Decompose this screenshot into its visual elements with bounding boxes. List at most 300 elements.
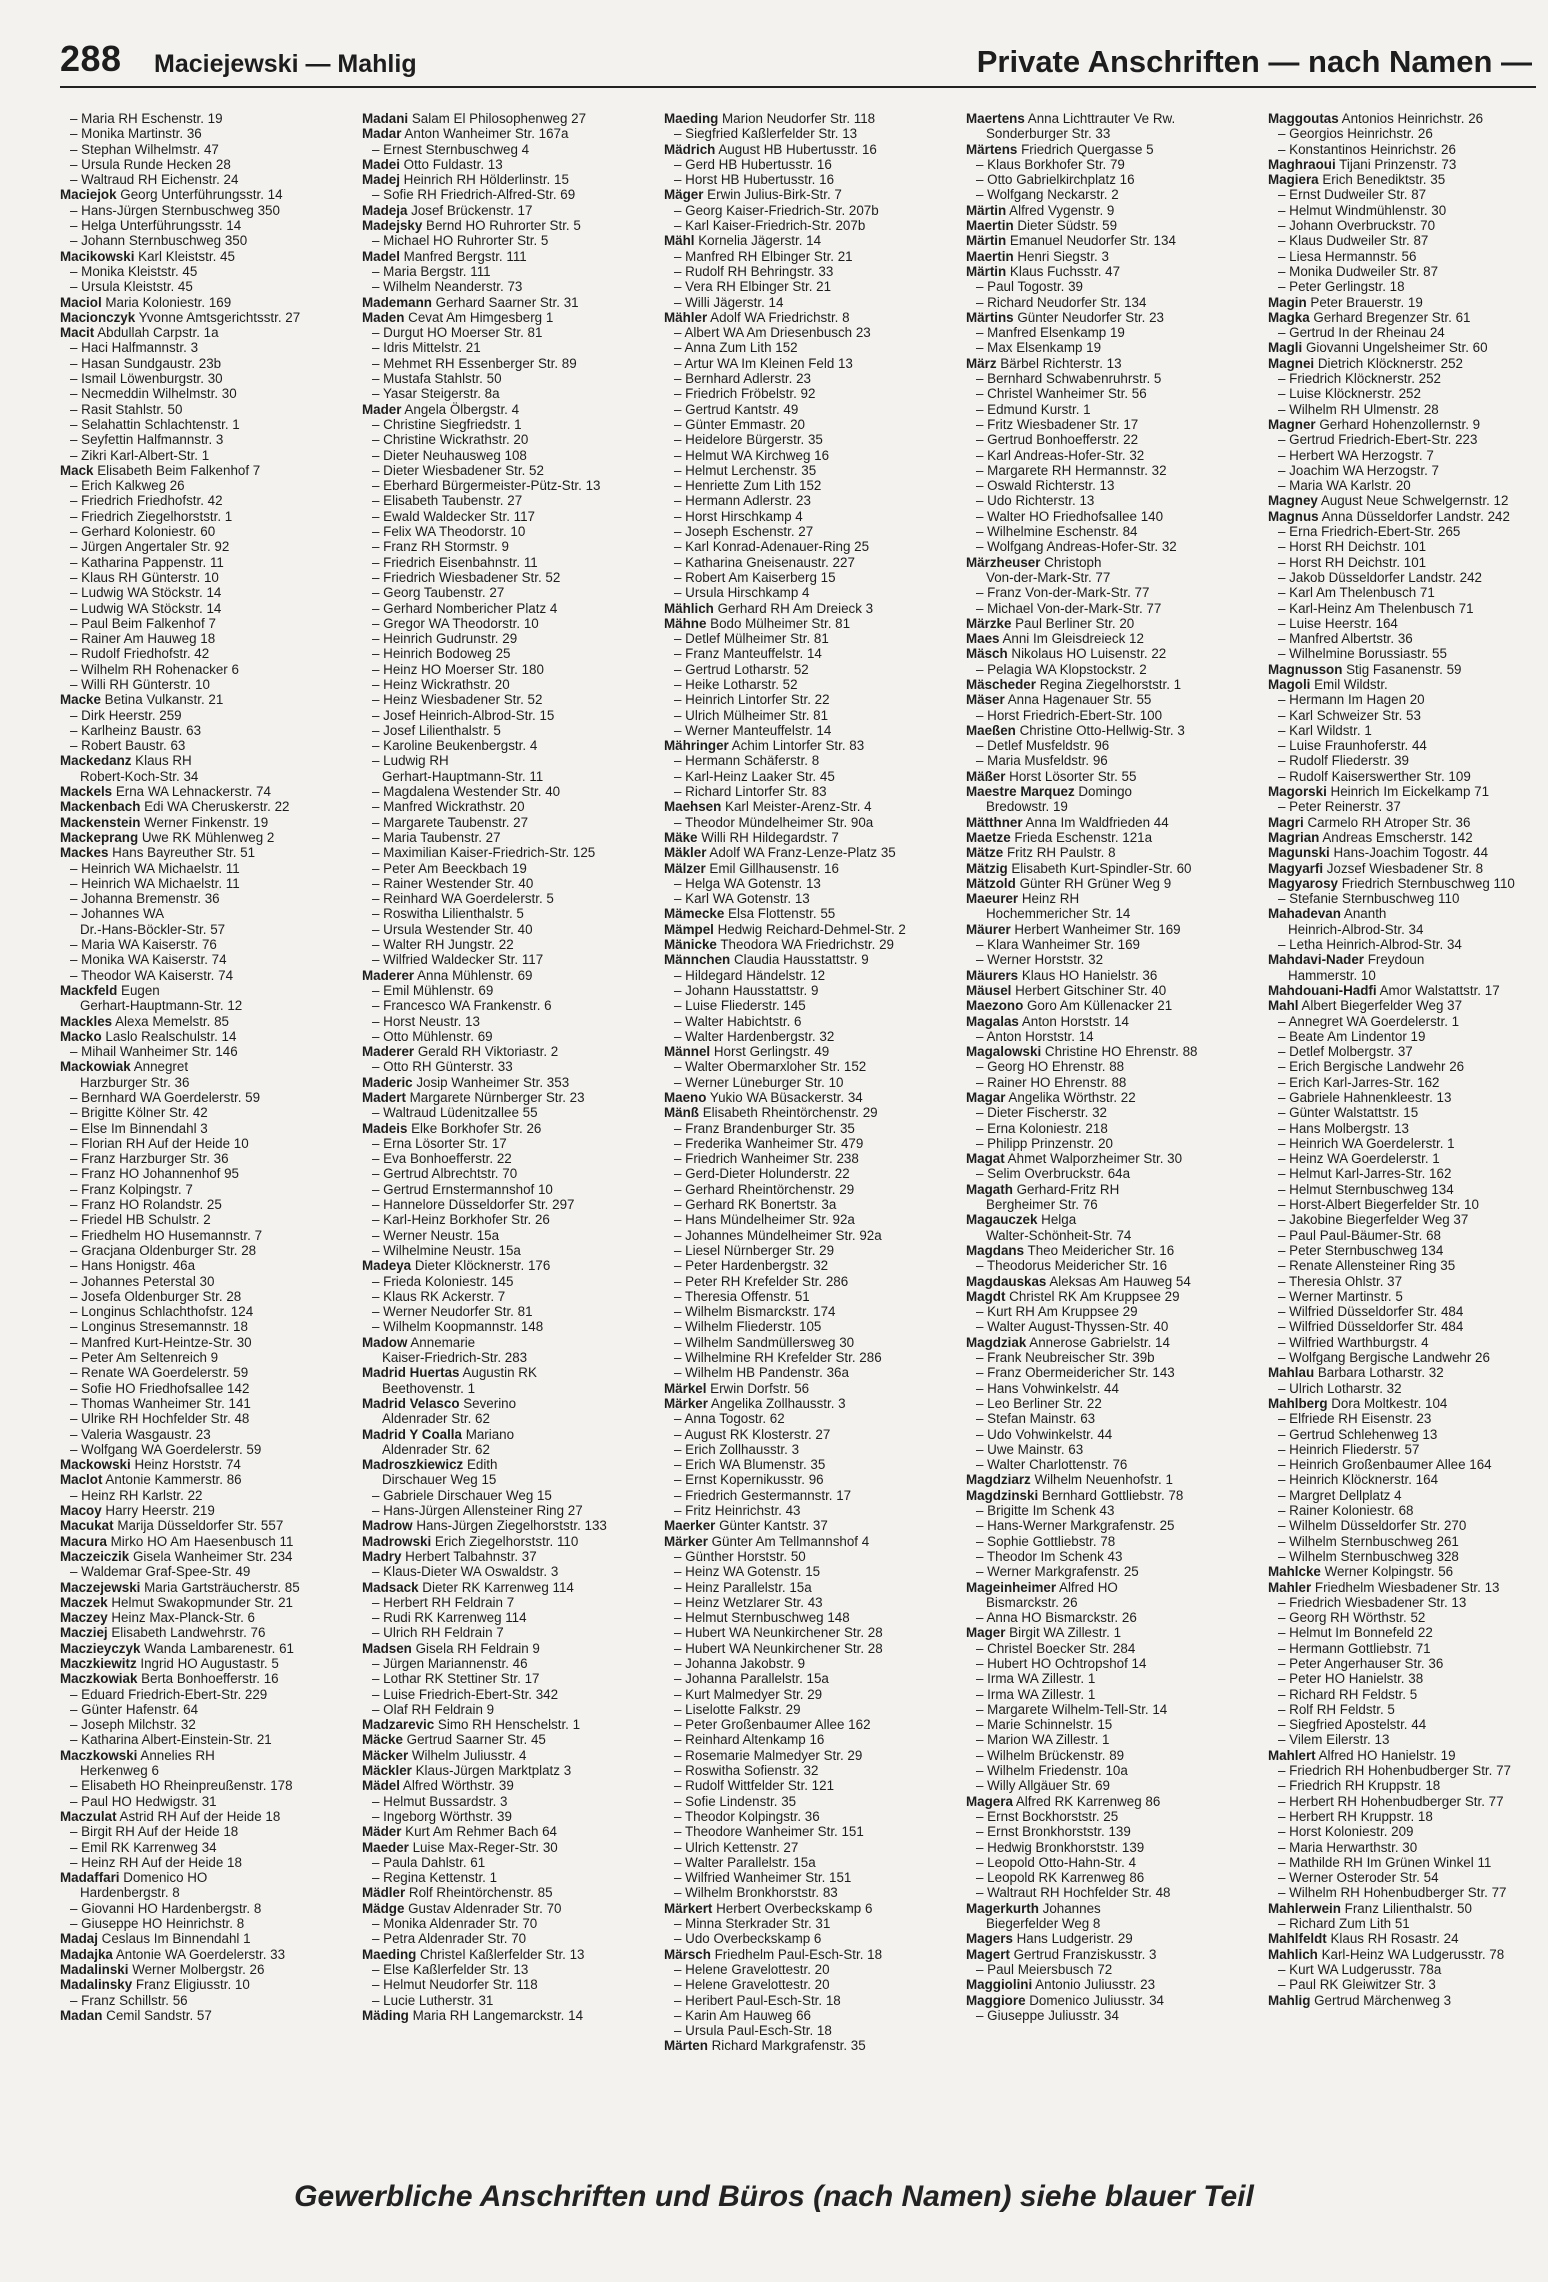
directory-entry: – Heinz Parallelstr. 15a xyxy=(664,1580,956,1595)
surname: Magat xyxy=(966,1151,1005,1167)
directory-entry: – Fritz Wiesbadener Str. 17 xyxy=(966,417,1258,432)
directory-entry: – Dirk Heerstr. 259 xyxy=(60,708,352,723)
directory-entry: – Oswald Richterstr. 13 xyxy=(966,478,1258,493)
directory-entry: Mackenstein Werner Finkenstr. 19 xyxy=(60,814,269,830)
directory-entry: Magdauskas Aleksas Am Hauweg 54 xyxy=(966,1273,1191,1289)
directory-entry: – Ernst Kopernikusstr. 96 xyxy=(664,1472,956,1487)
directory-entry: – Heinz RH Karlstr. 22 xyxy=(60,1488,352,1503)
directory-entry: – Walter Parallelstr. 15a xyxy=(664,1855,956,1870)
directory-entry: – Mathilde RH Im Grünen Winkel 11 xyxy=(1268,1855,1548,1870)
directory-entry: – Ismail Löwenburgstr. 30 xyxy=(60,371,352,386)
directory-entry: – Werner Neudorfer Str. 81 xyxy=(362,1304,654,1319)
directory-entry: – Gertrud In der Rheinau 24 xyxy=(1268,325,1548,340)
directory-entry: – Gertrud Kantstr. 49 xyxy=(664,402,956,417)
surname: Mäser xyxy=(966,692,1005,708)
directory-entry: – Vilem Eilerstr. 13 xyxy=(1268,1732,1548,1747)
directory-entry: – Friedrich Eisenbahnstr. 11 xyxy=(362,555,654,570)
directory-entry: – Helmut Neudorfer Str. 118 xyxy=(362,1977,654,1992)
directory-entry: – Else Im Binnendahl 3 xyxy=(60,1121,352,1136)
directory-entry: – Richard Neudorfer Str. 134 xyxy=(966,295,1258,310)
directory-entry: – Wilhelm Sternbuschweg 328 xyxy=(1268,1549,1548,1564)
directory-entry: – Waltraut RH Hochfelder Str. 48 xyxy=(966,1885,1258,1900)
directory-entry: Maderic Josip Wanheimer Str. 353 xyxy=(362,1074,570,1090)
directory-entry: Mäscheder Regina Ziegelhorststr. 1 xyxy=(966,676,1182,692)
directory-entry: – Elisabeth Taubenstr. 27 xyxy=(362,493,654,508)
directory-entry: Maeno Yukio WA Büsackerstr. 34 xyxy=(664,1090,863,1105)
directory-entry: – Gertrud Friedrich-Ebert-Str. 223 xyxy=(1268,432,1548,447)
surname: Maertens xyxy=(966,111,1025,126)
directory-entry: – Anna Togostr. 62 xyxy=(664,1411,956,1426)
directory-entry: Mademann Gerhard Saarner Str. 31 xyxy=(362,294,579,310)
surname: Maderic xyxy=(362,1074,413,1090)
directory-entry: – Margarete Wilhelm-Tell-Str. 14 xyxy=(966,1702,1258,1717)
directory-entry: Macit Abdullah Carpstr. 1a xyxy=(60,325,219,341)
surname: Mäkler xyxy=(664,845,707,861)
directory-entry: – Karlheinz Baustr. 63 xyxy=(60,723,352,738)
surname: Maeurer xyxy=(966,891,1019,907)
surname: Madert xyxy=(362,1090,406,1105)
directory-entry: – Karl-Heinz Borkhofer Str. 26 xyxy=(362,1212,654,1227)
directory-entry: Mäding Maria RH Langemarckstr. 14 xyxy=(362,2007,584,2023)
surname: Mahler xyxy=(1268,1579,1312,1595)
directory-entry: Mackes Hans Bayreuther Str. 51 xyxy=(60,845,256,861)
directory-entry: Madani Salam El Philosophenweg 27 xyxy=(362,111,587,126)
directory-entry: – Helmut WA Kirchweg 16 xyxy=(664,448,956,463)
directory-entry: – Zikri Karl-Albert-Str. 1 xyxy=(60,448,352,463)
directory-entry: Mähne Bodo Mülheimer Str. 81 xyxy=(664,615,851,631)
directory-entry: – Wilhelm Sternbuschweg 261 xyxy=(1268,1534,1548,1549)
directory-entry: – Renate Allensteiner Ring 35 xyxy=(1268,1258,1548,1273)
surname: Maerker xyxy=(664,1518,716,1534)
directory-entry: – Artur WA Im Kleinen Feld 13 xyxy=(664,356,956,371)
directory-entry: – Valeria Wasgaustr. 23 xyxy=(60,1427,352,1442)
surname: Madei xyxy=(362,156,400,172)
directory-entry: – Paul Paul-Bäumer-Str. 68 xyxy=(1268,1228,1548,1243)
directory-entry: Hammerstr. 10 xyxy=(1288,967,1376,983)
surname: Magerkurth xyxy=(966,1900,1039,1916)
surname: Mahlberg xyxy=(1268,1395,1328,1411)
directory-entry: – Günter Hafenstr. 64 xyxy=(60,1702,352,1717)
directory-entry: – Otto Gabrielkirchplatz 16 xyxy=(966,172,1258,187)
directory-entry: – Walter August-Thyssen-Str. 40 xyxy=(966,1319,1258,1334)
surname: Märker xyxy=(664,1533,708,1549)
surname: Mackowiak xyxy=(60,1059,131,1075)
directory-entry: – Franz Schillstr. 56 xyxy=(60,1993,352,2008)
directory-entry: – Brigitte Kölner Str. 42 xyxy=(60,1105,352,1120)
directory-entry: – Karl Kaiser-Friedrich-Str. 207b xyxy=(664,218,956,233)
directory-entry: – Manfred Kurt-Heintze-Str. 30 xyxy=(60,1335,352,1350)
directory-entry: Märtin Alfred Vygenstr. 9 xyxy=(966,202,1115,218)
directory-entry: – Wilhelm Bismarckstr. 174 xyxy=(664,1304,956,1319)
directory-entry: – Christine Wickrathstr. 20 xyxy=(362,432,654,447)
directory-entry: – Wilhelm Koopmannstr. 148 xyxy=(362,1319,654,1334)
surname: Magalowski xyxy=(966,1044,1042,1060)
directory-entry: Madei Otto Fuldastr. 13 xyxy=(362,156,503,172)
directory-entry: Maczkiewitz Ingrid HO Augustastr. 5 xyxy=(60,1655,279,1671)
directory-entry: – Sofie Lindenstr. 35 xyxy=(664,1794,956,1809)
directory-entry: – Sofie RH Friedrich-Alfred-Str. 69 xyxy=(362,187,654,202)
directory-entry: Gerhart-Hauptmann-Str. 11 xyxy=(382,768,544,784)
surname: Madrow xyxy=(362,1518,413,1534)
directory-entry: – Jakob Düsseldorfer Landstr. 242 xyxy=(1268,570,1548,585)
directory-entry: Märtin Emanuel Neudorfer Str. 134 xyxy=(966,233,1176,249)
directory-entry: – Hubert WA Neunkirchener Str. 28 xyxy=(664,1641,956,1656)
directory-entry: – Annegret WA Goerdelerstr. 1 xyxy=(1268,1014,1548,1029)
directory-entry: – Waltraud Lüdenitzallee 55 xyxy=(362,1105,654,1120)
directory-entry: Magdzinski Bernhard Gottliebstr. 78 xyxy=(966,1487,1184,1503)
surname: Mahdouani-Hadfi xyxy=(1268,982,1377,998)
surname: Magdziarz xyxy=(966,1472,1031,1488)
directory-entry: – Monika Martinstr. 36 xyxy=(60,126,352,141)
directory-entry: – Ludwig RH xyxy=(362,753,654,768)
surname: Mahdavi-Nader xyxy=(1268,952,1364,968)
surname: Maczkowiak xyxy=(60,1671,138,1687)
directory-entry: – Wolfgang Bergische Landwehr 26 xyxy=(1268,1350,1548,1365)
directory-entry: Mahlerwein Franz Lilienthalstr. 50 xyxy=(1268,1900,1472,1916)
directory-entry: Mahler Friedhelm Wiesbadener Str. 13 xyxy=(1268,1579,1500,1595)
directory-entry: – Anna HO Bismarckstr. 26 xyxy=(966,1610,1258,1625)
directory-entry: – Anton Horststr. 14 xyxy=(966,1029,1258,1044)
directory-entry: – Werner Martinstr. 5 xyxy=(1268,1289,1548,1304)
directory-entry: – Ernest Sternbuschweg 4 xyxy=(362,142,654,157)
directory-entry: März Bärbel Richterstr. 13 xyxy=(966,355,1122,371)
directory-entry: – Heinrich Großenbaumer Allee 164 xyxy=(1268,1457,1548,1472)
directory-entry: – Maria RH Eschenstr. 19 xyxy=(60,111,352,126)
surname: Mademann xyxy=(362,294,432,310)
directory-entry: – Heinrich WA Michaelstr. 11 xyxy=(60,861,352,876)
directory-entry: – Monika WA Kaiserstr. 74 xyxy=(60,952,352,967)
directory-entry: Walter-Schönheit-Str. 74 xyxy=(986,1227,1132,1243)
surname: Märkel xyxy=(664,1380,707,1396)
directory-entry: Mäkler Adolf WA Franz-Lenze-Platz 35 xyxy=(664,845,896,861)
directory-entry: – Leopold Otto-Hahn-Str. 4 xyxy=(966,1855,1258,1870)
directory-entry: – Ernst Bronkhorststr. 139 xyxy=(966,1824,1258,1839)
directory-entry: – Willy Allgäuer Str. 69 xyxy=(966,1778,1258,1793)
directory-entry: – Johannes Mündelheimer Str. 92a xyxy=(664,1228,956,1243)
directory-entry: – Olaf RH Feldrain 9 xyxy=(362,1702,654,1717)
surname: Märtin xyxy=(966,233,1007,249)
directory-entry: – Georg HO Ehrenstr. 88 xyxy=(966,1059,1258,1074)
directory-entry: – Werner Markgrafenstr. 25 xyxy=(966,1564,1258,1579)
directory-entry: – Giovanni HO Hardenbergstr. 8 xyxy=(60,1901,352,1916)
page-header xyxy=(60,38,1540,82)
directory-entry: Magnusson Stig Fasanenstr. 59 xyxy=(1268,661,1462,677)
surname: Magera xyxy=(966,1793,1013,1809)
surname: Maclot xyxy=(60,1472,103,1488)
surname: Magrian xyxy=(1268,829,1320,845)
directory-entry: – Kurt Malmedyer Str. 29 xyxy=(664,1687,956,1702)
directory-entry: – Monika Kleiststr. 45 xyxy=(60,264,352,279)
directory-entry: Heinrich-Albrod-Str. 34 xyxy=(1288,921,1424,937)
directory-entry: Macziej Elisabeth Landwehrstr. 76 xyxy=(60,1625,266,1641)
directory-entry: – Margret Dellplatz 4 xyxy=(1268,1488,1548,1503)
directory-entry: – Ursula Kleiststr. 45 xyxy=(60,279,352,294)
directory-entry: Maderer Anna Mühlenstr. 69 xyxy=(362,967,533,983)
surname: Maggiore xyxy=(966,1992,1026,2008)
directory-entry: – Hannelore Düsseldorfer Str. 297 xyxy=(362,1197,654,1212)
directory-entry: – Vera RH Elbinger Str. 21 xyxy=(664,279,956,294)
directory-entry: – Udo Vohwinkelstr. 44 xyxy=(966,1427,1258,1442)
directory-entry: – Karl Wildstr. 1 xyxy=(1268,723,1548,738)
surname: Maeding xyxy=(664,111,719,126)
directory-entry: Mäsch Nikolaus HO Luisenstr. 22 xyxy=(966,646,1167,662)
directory-entry: – Joseph Eschenstr. 27 xyxy=(664,524,956,539)
surname: Magnei xyxy=(1268,355,1315,371)
directory-entry: – Werner Lüneburger Str. 10 xyxy=(664,1075,956,1090)
directory-entry: – Theodor Kolpingstr. 36 xyxy=(664,1809,956,1824)
directory-entry: – Franz Manteuffelstr. 14 xyxy=(664,646,956,661)
directory-entry: Macikowski Karl Kleiststr. 45 xyxy=(60,248,235,264)
directory-entry: Märtin Klaus Fuchsstr. 47 xyxy=(966,263,1121,279)
surname: Mädel xyxy=(362,1778,400,1794)
directory-entry: – Leopold RK Karrenweg 86 xyxy=(966,1870,1258,1885)
directory-entry: – Ulrich Mülheimer Str. 81 xyxy=(664,708,956,723)
directory-entry: – Henriette Zum Lith 152 xyxy=(664,478,956,493)
directory-entry: Magar Angelika Wörthstr. 22 xyxy=(966,1090,1136,1105)
directory-entry: – Theodor Im Schenk 43 xyxy=(966,1549,1258,1564)
directory-entry: Maczkowski Annelies RH xyxy=(60,1747,215,1763)
directory-entry: Maciol Maria Koloniestr. 169 xyxy=(60,294,232,310)
directory-entry: – Günther Horststr. 50 xyxy=(664,1549,956,1564)
directory-entry: Maderer Gerald RH Viktoriastr. 2 xyxy=(362,1044,559,1060)
directory-entry: Magney August Neue Schwelgernstr. 12 xyxy=(1268,493,1509,509)
surname: Magdauskas xyxy=(966,1273,1047,1289)
surname: Magdans xyxy=(966,1242,1025,1258)
directory-entry: – Walter Habichtstr. 6 xyxy=(664,1014,956,1029)
directory-entry: – Lucie Lutherstr. 31 xyxy=(362,1993,654,2008)
directory-entry: – Necmeddin Wilhelmstr. 30 xyxy=(60,386,352,401)
directory-entry: – Günter Walstattstr. 15 xyxy=(1268,1105,1548,1120)
directory-entry: – Willi Jägerstr. 14 xyxy=(664,295,956,310)
directory-entry: Macura Mirko HO Am Haesenbusch 11 xyxy=(60,1533,294,1549)
directory-entry: – Erich Bergische Landwehr 26 xyxy=(1268,1059,1548,1074)
directory-entry: – Friedrich Fröbelstr. 92 xyxy=(664,386,956,401)
directory-entry: – Luise Fliederstr. 145 xyxy=(664,998,956,1013)
surname: Mätzold xyxy=(966,875,1016,891)
name-range: Maciejewski — Mahlig xyxy=(154,50,417,78)
directory-entry: – Paul Meiersbusch 72 xyxy=(966,1962,1258,1977)
directory-entry: – Sofie HO Friedhofsallee 142 xyxy=(60,1381,352,1396)
directory-entry: Bredowstr. 19 xyxy=(986,799,1068,815)
surname: Maderer xyxy=(362,967,415,983)
directory-entry: – Johanna Bremenstr. 36 xyxy=(60,891,352,906)
directory-entry: – Peter Angerhauser Str. 36 xyxy=(1268,1656,1548,1671)
surname: Mahlich xyxy=(1268,1946,1318,1962)
directory-entry: – Jakobine Biegerfelder Weg 37 xyxy=(1268,1212,1548,1227)
directory-entry: Mäßer Horst Lösorter Str. 55 xyxy=(966,768,1137,784)
surname: Macko xyxy=(60,1028,102,1044)
directory-entry: Bergheimer Str. 76 xyxy=(986,1197,1098,1213)
directory-entry: Maeder Luise Max-Reger-Str. 30 xyxy=(362,1839,558,1855)
directory-entry: – Horst RH Deichstr. 101 xyxy=(1268,555,1548,570)
directory-entry: – Margarete Taubenstr. 27 xyxy=(362,815,654,830)
surname: Mackenbach xyxy=(60,799,141,815)
directory-entry: – Seyfettin Halfmannstr. 3 xyxy=(60,432,352,447)
directory-entry: Macukat Marija Düsseldorfer Str. 557 xyxy=(60,1518,284,1534)
directory-entry: – Heinz RH Auf der Heide 18 xyxy=(60,1855,352,1870)
directory-entry: – Franz Harzburger Str. 36 xyxy=(60,1151,352,1166)
directory-entry: – Christel Wanheimer Str. 56 xyxy=(966,386,1258,401)
directory-entry: – Klaus-Dieter WA Oswaldstr. 3 xyxy=(362,1564,654,1579)
surname: Magunski xyxy=(1268,845,1330,861)
directory-entry: Maertens Anna Lichttrauter Ve Rw. xyxy=(966,111,1176,126)
directory-entry: Magiera Erich Benediktstr. 35 xyxy=(1268,172,1446,188)
directory-entry: – Hans-Werner Markgrafenstr. 25 xyxy=(966,1518,1258,1533)
directory-entry: Magauczek Helga xyxy=(966,1212,1077,1228)
directory-entry: – Elisabeth HO Rheinpreußenstr. 178 xyxy=(60,1778,352,1793)
directory-entry: – Heike Lotharstr. 52 xyxy=(664,677,956,692)
directory-entry: Kaiser-Friedrich-Str. 283 xyxy=(382,1350,528,1366)
directory-entry: – Monika Dudweiler Str. 87 xyxy=(1268,264,1548,279)
directory-entry: Maeurer Heinz RH xyxy=(966,891,1080,907)
directory-entry: – Mehmet RH Essenberger Str. 89 xyxy=(362,356,654,371)
directory-entry: – Katharina Pappenstr. 11 xyxy=(60,555,352,570)
directory-entry: – Werner Neustr. 15a xyxy=(362,1228,654,1243)
directory-entry: – Hermann Schäferstr. 8 xyxy=(664,753,956,768)
directory-entry: – Felix WA Theodorstr. 10 xyxy=(362,524,654,539)
directory-entry: – Detlef Mülheimer Str. 81 xyxy=(664,631,956,646)
surname: Mählich xyxy=(664,600,714,616)
directory-entry: – Katharina Gneisenaustr. 227 xyxy=(664,555,956,570)
surname: Magert xyxy=(966,1946,1010,1962)
directory-entry: – Idris Mittelstr. 21 xyxy=(362,340,654,355)
directory-entry: Märker Angelika Zollhausstr. 3 xyxy=(664,1395,846,1411)
surname: Maczek xyxy=(60,1594,108,1610)
directory-entry: Macke Betina Vulkanstr. 21 xyxy=(60,692,224,708)
directory-entry: Märtens Friedrich Quergasse 5 xyxy=(966,141,1154,157)
surname: Macit xyxy=(60,325,95,341)
directory-entry: Maczeiczik Gisela Wanheimer Str. 234 xyxy=(60,1548,293,1564)
surname: Maderer xyxy=(362,1044,415,1060)
directory-entry: – Renate WA Goerdelerstr. 59 xyxy=(60,1365,352,1380)
directory-entry: – Sophie Gottliebstr. 78 xyxy=(966,1534,1258,1549)
surname: Magath xyxy=(966,1181,1013,1197)
directory-entry: Mädge Gustav Aldenrader Str. 70 xyxy=(362,1900,562,1916)
directory-entry: – Joseph Milchstr. 32 xyxy=(60,1717,352,1732)
directory-entry: Maestre Marquez Domingo xyxy=(966,784,1132,800)
column-2 xyxy=(362,111,654,2023)
surname: Maghraoui xyxy=(1268,156,1336,172)
directory-entry: – Longinus Schlachthofstr. 124 xyxy=(60,1304,352,1319)
directory-entry: – Karoline Beukenbergstr. 4 xyxy=(362,738,654,753)
directory-entry: Madeis Elke Borkhofer Str. 26 xyxy=(362,1120,542,1136)
directory-entry: – Ewald Waldecker Str. 117 xyxy=(362,509,654,524)
surname: Mahlig xyxy=(1268,1992,1311,2008)
directory-entry: – Karl WA Gotenstr. 13 xyxy=(664,891,956,906)
surname: Madalinsky xyxy=(60,1977,133,1993)
directory-entry: Magin Peter Brauerstr. 19 xyxy=(1268,294,1423,310)
directory-entry: – Eduard Friedrich-Ebert-Str. 229 xyxy=(60,1687,352,1702)
directory-entry: Madow Annemarie xyxy=(362,1334,476,1350)
directory-entry: Maertin Henri Siegstr. 3 xyxy=(966,248,1109,264)
directory-entry: – Christel Boecker Str. 284 xyxy=(966,1641,1258,1656)
directory-entry: Mahdouani-Hadfi Amor Walstattstr. 17 xyxy=(1268,982,1500,998)
directory-entry: – Heinrich Gudrunstr. 29 xyxy=(362,631,654,646)
directory-entry: – Ulrike RH Hochfelder Str. 48 xyxy=(60,1411,352,1426)
surname: Maciejok xyxy=(60,187,117,203)
surname: Märkert xyxy=(664,1900,713,1916)
directory-entry: – Gertrud Lotharstr. 52 xyxy=(664,662,956,677)
directory-entry: Aldenrader Str. 62 xyxy=(382,1411,490,1427)
directory-entry: – Friedrich Friedhofstr. 42 xyxy=(60,493,352,508)
directory-entry: Maczejewski Maria Gartsträucherstr. 85 xyxy=(60,1579,300,1595)
directory-entry: Madar Anton Wanheimer Str. 167a xyxy=(362,126,569,142)
directory-entry: – Karl Schweizer Str. 53 xyxy=(1268,708,1548,723)
surname: Madej xyxy=(362,172,400,188)
directory-entry: – Peter Gerlingstr. 18 xyxy=(1268,279,1548,294)
footer-note: Gewerbliche Anschriften und Büros (nach Namen) siehe blauer Teil xyxy=(294,2180,1254,2213)
directory-entry: Mack Elisabeth Beim Falkenhof 7 xyxy=(60,462,261,478)
surname: Magnus xyxy=(1268,508,1319,524)
directory-entry: Magyarosy Friedrich Sternbuschweg 110 xyxy=(1268,875,1515,891)
directory-entry: – Peter Reinerstr. 37 xyxy=(1268,799,1548,814)
surname: Mätze xyxy=(966,845,1004,861)
directory-entry: – Paul RK Gleiwitzer Str. 3 xyxy=(1268,1977,1548,1992)
directory-entry: Madrid Huertas Augustin RK xyxy=(362,1365,537,1381)
directory-entry: Madrowski Erich Ziegelhorststr. 110 xyxy=(362,1533,579,1549)
directory-entry: Mähler Adolf WA Friedrichstr. 8 xyxy=(664,309,850,325)
directory-entry: Maerker Günter Kantstr. 37 xyxy=(664,1518,828,1534)
directory-entry: Magnus Anna Düsseldorfer Landstr. 242 xyxy=(1268,508,1510,524)
surname: Maetze xyxy=(966,829,1011,845)
directory-entry: – Ernst Dudweiler Str. 87 xyxy=(1268,187,1548,202)
surname: Maertin xyxy=(966,248,1014,264)
directory-entry: – Gertrud Schlehenweg 13 xyxy=(1268,1427,1548,1442)
directory-entry: – Helmut Sternbuschweg 148 xyxy=(664,1610,956,1625)
directory-entry: – Otto Mühlenstr. 69 xyxy=(362,1029,654,1044)
surname: Madsen xyxy=(362,1640,412,1656)
directory-entry: – Manfred Albertstr. 36 xyxy=(1268,631,1548,646)
surname: Märtins xyxy=(966,309,1014,325)
directory-entry: – Waltraud RH Eichenstr. 24 xyxy=(60,172,352,187)
directory-entry: – Wilfried Düsseldorfer Str. 484 xyxy=(1268,1304,1548,1319)
directory-entry: Mädrich August HB Hubertusstr. 16 xyxy=(664,141,877,157)
surname: Märtens xyxy=(966,141,1018,157)
directory-entry: Mahlich Karl-Heinz WA Ludgerusstr. 78 xyxy=(1268,1946,1505,1962)
directory-columns xyxy=(60,111,1540,2121)
directory-entry: Macionczyk Yvonne Amtsgerichtsstr. 27 xyxy=(60,309,301,325)
surname: Mäckler xyxy=(362,1763,412,1779)
directory-entry: – Peter HO Hanielstr. 38 xyxy=(1268,1671,1548,1686)
directory-entry: – Hermann Gottliebstr. 71 xyxy=(1268,1641,1548,1656)
directory-entry: – Rudolf Wittfelder Str. 121 xyxy=(664,1778,956,1793)
directory-entry: – Maria WA Kaiserstr. 76 xyxy=(60,937,352,952)
directory-entry: – Karl-Heinz Am Thelenbusch 71 xyxy=(1268,601,1548,616)
surname: Mätthner xyxy=(966,814,1023,830)
surname: Mähl xyxy=(664,233,695,249)
directory-entry: Mackfeld Eugen xyxy=(60,982,160,998)
surname: Maczieyczyk xyxy=(60,1640,141,1656)
directory-entry: – Gerhard Koloniestr. 60 xyxy=(60,524,352,539)
directory-entry: – Philipp Prinzenstr. 20 xyxy=(966,1136,1258,1151)
directory-entry: – Herbert RH Kruppstr. 18 xyxy=(1268,1809,1548,1824)
directory-entry: – Friedrich RH Hohenbudberger Str. 77 xyxy=(1268,1763,1548,1778)
surname: Madajka xyxy=(60,1946,113,1962)
directory-entry: – Ursula Runde Hecken 28 xyxy=(60,157,352,172)
surname: Magyarfi xyxy=(1268,860,1324,876)
surname: Madow xyxy=(362,1334,408,1350)
directory-entry: Maezono Goro Am Küllenacker 21 xyxy=(966,998,1173,1014)
directory-entry: Mäckler Klaus-Jürgen Marktplatz 3 xyxy=(362,1763,572,1779)
surname: Madroszkiewicz xyxy=(362,1457,464,1473)
directory-entry: – Wilhelm Brückenstr. 89 xyxy=(966,1748,1258,1763)
directory-entry: – Wilhelm Fliederstr. 105 xyxy=(664,1319,956,1334)
surname: Märzheuser xyxy=(966,554,1041,570)
surname: Maeder xyxy=(362,1839,409,1855)
directory-entry: – Karl Am Thelenbusch 71 xyxy=(1268,585,1548,600)
directory-entry: – Walter RH Jungstr. 22 xyxy=(362,937,654,952)
surname: Märtin xyxy=(966,202,1007,218)
